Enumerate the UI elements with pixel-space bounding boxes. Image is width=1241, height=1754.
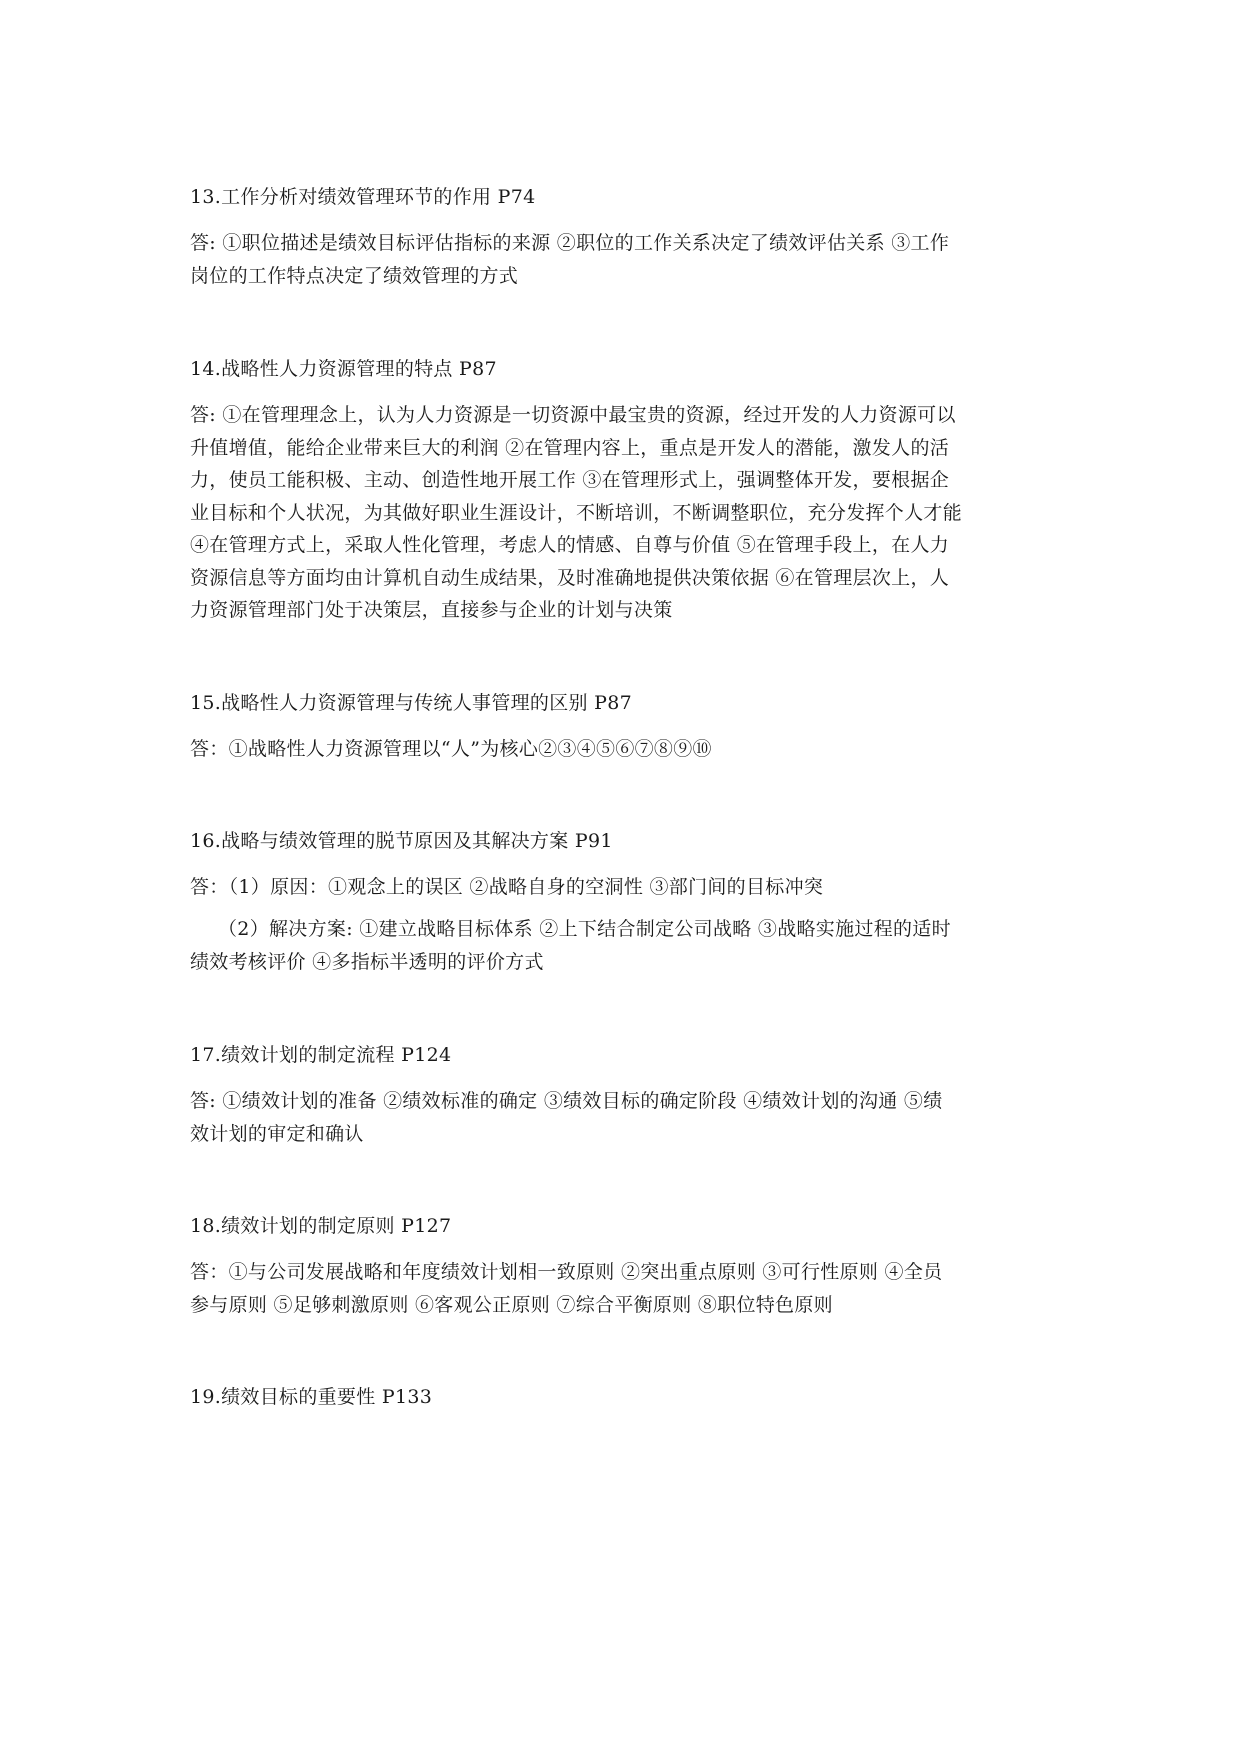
answer-line: 答：（1）原因：①观念上的误区 ②战略自身的空洞性 ③部门间的目标冲突 (190, 876, 824, 898)
answer-line: 效计划的审定和确认 (190, 1123, 364, 1145)
question-title: 18.绩效计划的制定原则 P127 (190, 1215, 452, 1237)
answer-line: 岗位的工作特点决定了绩效管理的方式 (190, 265, 519, 287)
question-title: 15.战略性人力资源管理与传统人事管理的区别 P87 (190, 692, 633, 714)
question-title: 19.绩效目标的重要性 P133 (190, 1386, 433, 1408)
answer-line: 升值增值，能给企业带来巨大的利润 ②在管理内容上，重点是开发人的潜能，激发人的活 (190, 437, 950, 459)
question-title: 17.绩效计划的制定流程 P124 (190, 1044, 452, 1066)
question-title: 14.战略性人力资源管理的特点 P87 (190, 358, 497, 380)
answer-line: ④在管理方式上，采取人性化管理，考虑人的情感、自尊与价值 ⑤在管理手段上，在人力 (190, 534, 950, 556)
answer-line: 业目标和个人状况，为其做好职业生涯设计，不断培训，不断调整职位，充分发挥个人才能 (190, 502, 963, 524)
answer-line: 答：①战略性人力资源管理以“人”为核心②③④⑤⑥⑦⑧⑨⑩ (190, 738, 712, 760)
answer-line: 力资源管理部门处于决策层，直接参与企业的计划与决策 (190, 599, 673, 621)
answer-line: 绩效考核评价 ④多指标半透明的评价方式 (190, 951, 544, 973)
question-title: 16.战略与绩效管理的脱节原因及其解决方案 P91 (190, 830, 613, 852)
answer-line: 答：①与公司发展战略和年度绩效计划相一致原则 ②突出重点原则 ③可行性原则 ④全员 (190, 1261, 943, 1283)
answer-line: （2）解决方案: ①建立战略目标体系 ②上下结合制定公司战略 ③战略实施过程的适时 (218, 918, 951, 940)
answer-line: 资源信息等方面均由计算机自动生成结果，及时准确地提供决策依据 ⑥在管理层次上，人 (190, 567, 950, 589)
answer-line: 答: ①绩效计划的准备 ②绩效标准的确定 ③绩效目标的确定阶段 ④绩效计划的沟通 ⑤绩 (190, 1090, 943, 1112)
answer-line: 力，使员工能积极、主动、创造性地开展工作 ③在管理形式上，强调整体开发，要根据企 (190, 469, 950, 491)
answer-line: 答: ①职位描述是绩效目标评估指标的来源 ②职位的工作关系决定了绩效评估关系 ③工作 (190, 232, 950, 254)
question-title: 13.工作分析对绩效管理环节的作用 P74 (190, 186, 536, 208)
answer-line: 参与原则 ⑤足够刺激原则 ⑥客观公正原则 ⑦综合平衡原则 ⑧职位特色原则 (190, 1294, 833, 1316)
answer-line: 答: ①在管理理念上，认为人力资源是一切资源中最宝贵的资源，经过开发的人力资源可以 (190, 404, 956, 426)
